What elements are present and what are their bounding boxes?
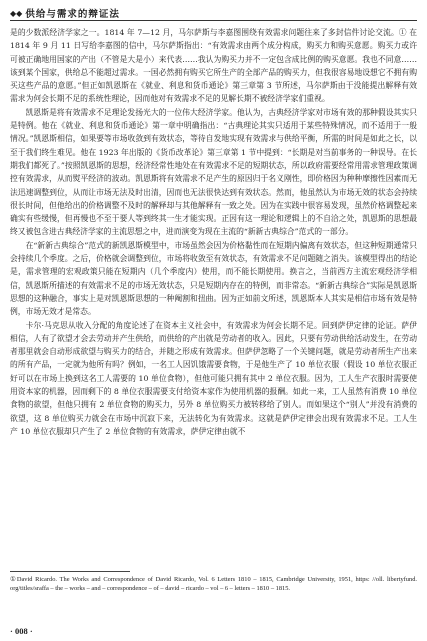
- paragraph-new-neoclassical-synthesis: 在“新新古典综合”范式的新凯恩斯模型中，市场虽然会因为价格黏性而在短期内偏离有效状态，但这种短期通常只会持续几个季度。之后，价格就会调整到位，市场将收敛至有效状态，有效需求不足问题随之消失。该模型得出的结论是，需求管理的宏观政策只能在短期内（几个季度内）使用，而不能长期使用。换言之，当前西方主流宏观经济学相信，凯恩斯所描述的有效需求不足的市场无效状态，只是短期内存在的特例，而非常态。“新新古典综合”实际是凯恩斯思想的这种融合，事实上是对凯恩斯思想的一种阉割和扭曲。因为正如前文所述，凯恩斯本人其实是相信市场有效是特例，市场无效才是常态。: [10, 240, 417, 317]
- paragraph-keynes: 凯恩斯是将有效需求不足理论发扬光大的一位伟大经济学家。他认为，古典经济学家对市场有效的那种假设其实只是特例。他在《就业、利息和货币通论》第一章中明确指出：“古典理论其实只适用于某些特殊情况，而不适用于一般情况。”凯恩斯相信，如果要等市场收敛到有效状态，等待自发地实现有效需求与供给平衡，所需的时间是如此之长，以至于我们终生难见。他在 1923 年出版的《货币改革论》第三章第 1 节中提到：“长期是对当前事务的一种误导。在长期我们都死了。”按照凯恩斯的思想，经济经常性地处在有效需求不足的短期状态，所以政府需要经常用需求管理政策调控有效需求，从而熨平经济的波动。凯恩斯将有效需求不足产生的原因归于名义刚性，即价格因为种种摩擦性因素而无法迅速调整到位，从而让市场无法及时出清，因而也无法很快达到有效状态。然而，他虽然认为市场无效的状态会持续很长时间，但他给出的价格调整不及时的解释却与其他解释有一致之处。因为在实践中很容易发现，虽然价格调整起来确实有些缓慢，但再慢也不至于要人等到终其一生才能实现。正因有这一理论和逻辑上的不自洽之处，凯恩斯的思想最终又被包含进古典经济学家的主流思想之中，进而演变为现在主流的“新新古典综合”范式的一部分。: [10, 107, 417, 237]
- body-text: [10, 26, 417, 556]
- paragraph-malthus: 是的少数派经济学家之一。1814 年 7—12 月，马尔萨斯与李嘉图围绕有效需求问题往来了多封信件讨论交流。① 在 1814 年 9 月 11 日写给李嘉图的信中，马尔萨斯指出：“有效需求由两个成分构成，购买力和购买意愿。购买力或许可被正确地用国家的产出（不管是大是小）来代表……我认为购买力并不一定包含成比例的购买意愿。我也不同意……该到某个国家，供给总不能超过需求。一国必然拥有购买它所生产的全部产品的购买力，但我很容易地设想它不拥有购买这些产品的意愿。”但正如凯恩斯在《就业、利息和货币通论》第三章第 3 节所述，马尔萨斯由于没能提出解释有效需求为何会长期不足的系统性理论，因而他对有效需求不足的见解长期不被经济学家们重视。: [10, 28, 417, 104]
- paragraph-marx: 卡尔·马克思从收入分配的角度论述了在资本主义社会中，有效需求为何会长期不足。回到萨伊定律的论证。萨伊相信，人有了欲望才会去劳动并产生供给，而供给的产出就是劳动者的收入。因此，只要有劳动供给活动发生，在劳动者那里就会自动形成欲望与购买力的结合，并随之形成有效需求。但萨伊忽略了一个关键问题，就是劳动者所生产出来的所有产品，一定就为他所有吗？例如，一名工人因饥饿需要食物，于是他生产了 10 单位衣服（假设 10 单位衣服正好可以在市场上换到这名工人需要的 10 单位食物），但他可能只拥有其中 2 单位衣服。因为，工人生产衣服时需要使用资本家的机器，因而剩下的 8 单位衣服需要支付给资本家作为使用机器的报酬。如此一来，工人虽然有消费 10 单位食物的欲望，但他只拥有 2 单位食物的购买力，另外 8 单位购买力被转移给了别人。而如果这个“别人”并没有消费的欲望，这 8 单位购买力就会在市场中沉寂下来，无法转化为有效需求。这就是萨伊定律会出现有效需求不足。工人生产 10 单位衣服却只产生了 2 单位食物的有效需求，萨伊定律由就不: [10, 320, 417, 436]
- running-header-title: 供给与需求的辩证法: [25, 9, 120, 20]
- running-header: [10, 6, 417, 20]
- page-number: · 008 ·: [10, 626, 33, 636]
- header-ornament: ◆◆: [10, 8, 23, 18]
- footnote: ①David Ricardo. The Works and Correspondence of David Ricardo, Vol. 6 Letters 1810 – 1815, Cambridge University, 1951, https: //oll. libertyfund. org/titles/sraffa – the – works – and – correspondence – of – david – ricardo – vol – 6 – letters – 1810 – 1815.: [10, 576, 417, 592]
- header-rule: [10, 20, 417, 21]
- footnote-rule: [10, 571, 130, 572]
